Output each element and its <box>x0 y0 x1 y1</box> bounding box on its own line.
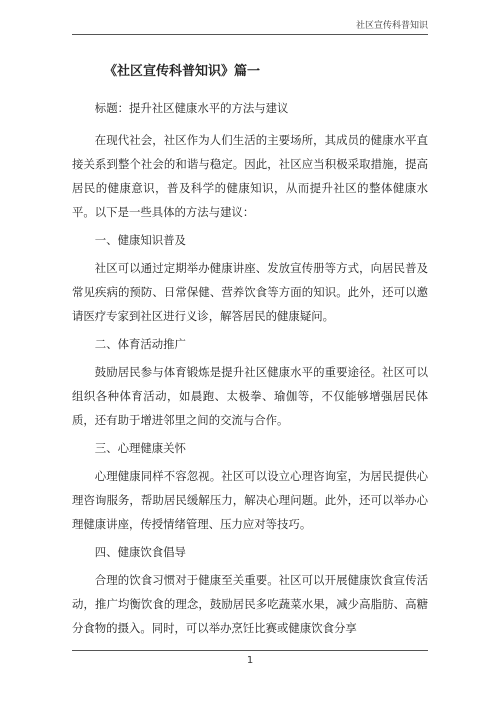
document-title: 《社区宣传科普知识》篇一 <box>104 64 261 79</box>
section-heading-2: 二、体育活动推广 <box>94 337 186 351</box>
section-body-4: 合理的饮食习惯对于健康至关重要。社区可以开展健康饮食宣传活动，推广均衡饮食的理念，鼓励居民多吃蔬菜水果，减少高脂肪、高糖分食物的摄入。同时，可以举办烹饪比赛或健康饮食分享 <box>72 573 428 635</box>
section-heading-3: 三、心理健康关怀 <box>94 441 186 455</box>
section-heading-4: 四、健康饮食倡导 <box>94 545 186 559</box>
document-body <box>72 62 428 646</box>
page-header <box>72 14 428 35</box>
section-body-2: 鼓励居民参与体育锻炼是提升社区健康水平的重要途径。社区可以组织各种体育活动，如晨跑、太极拳、瑜伽等，不仅能够增强居民体质，还有助于增进邻里之间的交流与合作。 <box>72 365 428 427</box>
header-title: 社区宣传科普知识 <box>355 21 428 31</box>
section-heading-1: 一、健康知识普及 <box>94 233 186 247</box>
section-body-3: 心理健康同样不容忽视。社区可以设立心理咨询室，为居民提供心理咨询服务，帮助居民缓解压力，解决心理问题。此外，还可以举办心理健康讲座，传授情绪管理、压力应对等技巧。 <box>72 469 428 531</box>
section-body-1: 社区可以通过定期举办健康讲座、发放宣传册等方式，向居民普及常见疾病的预防、日常保健、营养饮食等方面的知识。此外，还可以邀请医疗专家到社区进行义诊，解答居民的健康疑问。 <box>72 261 428 323</box>
document-subtitle: 标题：提升社区健康水平的方法与建议 <box>94 101 289 115</box>
page-number: 1 <box>246 655 254 666</box>
footer-divider <box>72 650 428 651</box>
intro-paragraph: 在现代社会，社区作为人们生活的主要场所，其成员的健康水平直接关系到整个社会的和谐与稳定。因此，社区应当积极采取措施，提高居民的健康意识，普及科学的健康知识，从而提升社区的整体健康水平。以下是一些具体的方法与建议： <box>72 133 428 219</box>
